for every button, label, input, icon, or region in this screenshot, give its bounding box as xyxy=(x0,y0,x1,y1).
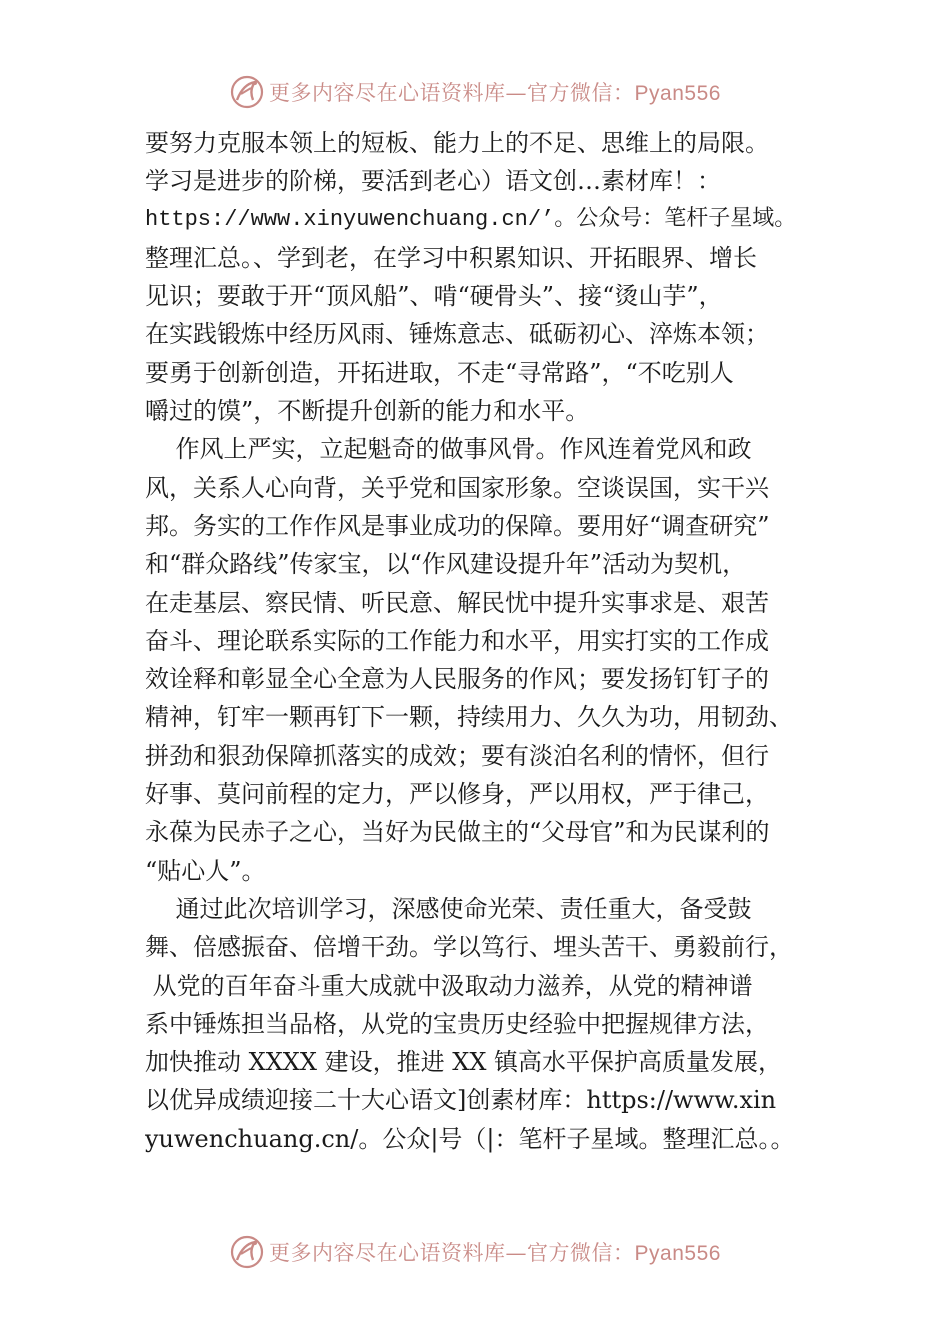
header-watermark-text xyxy=(269,77,721,107)
text-line: https://www.xinyuwenchuang.cn/’。公众号：笔杆子星域。 xyxy=(145,206,797,232)
text-line: 永葆为民赤子之心，当好为民做主的“父母官”和为民谋利的 xyxy=(145,818,770,847)
text-line: 学习是进步的阶梯，要活到老心）语文创…素材库！： xyxy=(145,167,721,196)
xinyu-logo-icon xyxy=(229,74,265,110)
text-line: 整理汇总。、学到老，在学习中积累知识、开拓眼界、增长 xyxy=(145,243,757,272)
text-line: 嚼过的馍”，不断提升创新的能力和水平。 xyxy=(145,397,590,426)
text-line: “贴心人”。 xyxy=(145,856,266,885)
header-watermark-cn: 更多内容尽在心语资料库—官方微信： xyxy=(269,81,635,105)
text-line: yuwenchuang.cn/。公众|号（|：笔杆子星域。整理汇总。。 xyxy=(145,1124,795,1153)
text-line: 以优异成绩迎接二十大心语文]创素材库：https://www.xin xyxy=(145,1086,777,1115)
text-line: 通过此次培训学习，深感使命光荣、责任重大，备受鼓 xyxy=(145,894,752,923)
text-line: 见识；要敢于开“顶风船”、啃“硬骨头”、接“烫山芋”， xyxy=(145,282,723,311)
header-watermark-id: Pyan556 xyxy=(634,82,721,105)
text-line: 在走基层、察民情、听民意、解民忧中提升实事求是、艰苦 xyxy=(145,588,769,617)
text-line: 要勇于创新创造，开拓进取，不走“寻常路”，“不吃别人 xyxy=(145,358,734,387)
footer-watermark-banner xyxy=(0,1232,950,1272)
xinyu-logo-icon xyxy=(229,1234,265,1270)
text-line: 奋斗、理论联系实际的工作能力和水平，用实打实的工作成 xyxy=(145,626,769,655)
text-line: 邦。务实的工作作风是事业成功的保障。要用好“调查研究” xyxy=(145,511,770,540)
text-line: 风，关系人心向背，关乎党和国家形象。空谈误国，实干兴 xyxy=(145,473,769,502)
text-line: 精神，钉牢一颗再钉下一颗，持续用力、久久为功，用韧劲、 xyxy=(145,703,793,732)
header-watermark-banner xyxy=(0,72,950,112)
text-line: 舞、倍感振奋、倍增干劲。学以笃行、埋头苦干、勇毅前行， xyxy=(145,933,793,962)
text-line: 要努力克服本领上的短板、能力上的不足、思维上的局限。 xyxy=(145,129,769,157)
text-line: 和“群众路线”传家宝，以“作风建设提升年”活动为契机， xyxy=(145,550,747,579)
text-line: 效诠释和彰显全心全意为人民服务的作风；要发扬钉钉子的 xyxy=(145,665,769,694)
text-line: 在实践锻炼中经历风雨、锤炼意志、砥砺初心、淬炼本领； xyxy=(145,320,769,349)
document-body xyxy=(145,124,815,1158)
text-line: 好事、莫问前程的定力，严以修身，严以用权，严于律己， xyxy=(145,780,769,809)
footer-watermark-cn: 更多内容尽在心语资料库—官方微信： xyxy=(269,1241,635,1265)
text-line: 拼劲和狠劲保障抓落实的成效；要有淡泊名利的情怀，但行 xyxy=(145,741,769,770)
text-line: 从党的百年奋斗重大成就中汲取动力滋养，从党的精神谱 xyxy=(145,971,753,1000)
text-line: 作风上严实，立起魁奇的做事风骨。作风连着党风和政 xyxy=(145,435,752,464)
footer-watermark-id: Pyan556 xyxy=(634,1242,721,1265)
text-line: 加快推动 XXXX 建设，推进 XX 镇高水平保护高质量发展， xyxy=(145,1048,783,1077)
footer-watermark-text xyxy=(269,1237,721,1267)
text-line: 系中锤炼担当品格，从党的宝贵历史经验中把握规律方法， xyxy=(145,1009,769,1038)
